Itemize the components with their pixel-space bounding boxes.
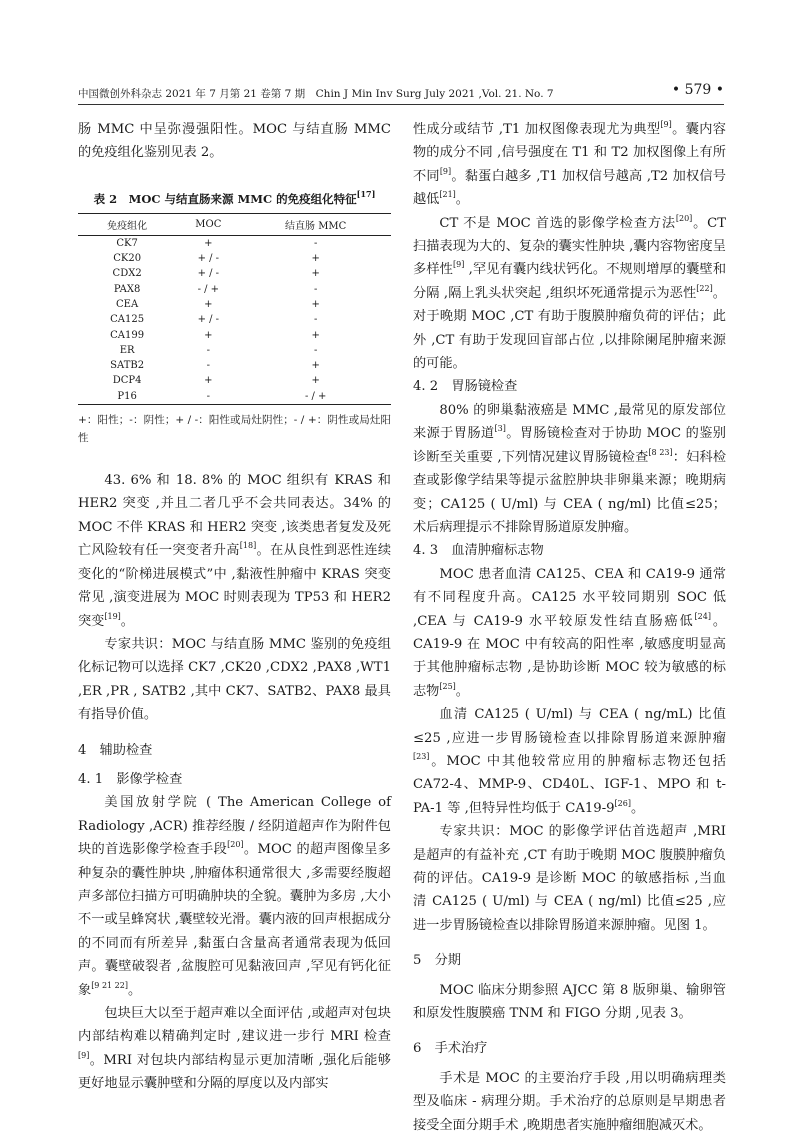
text-run: 。黏蛋白越多 ,T1 加权信号越高 ,T2 加权信号越低 — [413, 168, 726, 208]
table-row — [78, 251, 391, 266]
table-cell: + — [204, 237, 213, 249]
table-cell: CDX2 — [112, 268, 142, 280]
table-row — [78, 358, 391, 373]
paragraph-kras — [78, 469, 391, 633]
table-cell: + — [204, 375, 213, 387]
text-run: 性成分或结节 ,T1 加权图像表现尤为典型 — [413, 122, 661, 137]
subsection-heading-4-2: 4. 2 胃肠镜检查 — [413, 379, 518, 395]
text-run: 。MOC 的超声图像呈多种复杂的囊性肿块 ,肿瘤体积通常很大 ,多需要经腹超声多部位扫描方可明确肿块的全貌。囊肿为多房 ,大小不一或呈蜂窝状 ,囊壁较光滑。囊内液的回声根据成分的不同而有所差异 ,黏蛋白含量高者通常表现为低回声。囊壁破裂者 ,盆腹腔可见黏液回声 ,罕见有钙化征象 — [78, 842, 391, 998]
citation: [20] — [675, 213, 693, 223]
text-run: ,罕见有囊内线状钙化。不规则增厚的囊壁和分隔 ,隔上乳头状突起 ,组织坏死通常提示为恶性 — [413, 262, 727, 301]
journal-title: 中国微创外科杂志 2021 年 7 月第 21 卷第 7 期 Chin J Min Inv Surg July 2021 ,Vol. 21. No. 7 — [78, 88, 554, 100]
citation: [20] — [227, 840, 244, 850]
table-cell: CK20 — [113, 253, 142, 265]
citation: [9] — [439, 166, 452, 176]
table-cell: + — [311, 299, 320, 310]
table-row — [78, 282, 391, 297]
table-cell: + / - — [197, 268, 220, 280]
paragraph-ultrasound — [78, 791, 391, 1002]
citation: [17] — [356, 188, 376, 199]
table-row — [78, 297, 391, 312]
table-cell: SATB2 — [110, 360, 145, 372]
table-cell: P16 — [78, 389, 176, 405]
table-row — [78, 343, 391, 358]
table-cell: - — [206, 360, 210, 372]
subsection-heading-4-1: 4. 1 影像学检查 — [78, 771, 183, 787]
text-run: 。 — [455, 192, 469, 208]
text-run: 80% 的卵巢黏液癌是 MMC ,最常见的原发部位来源于胃肠道 — [413, 402, 726, 442]
page-header — [78, 82, 724, 105]
table-cell: + — [311, 268, 320, 280]
table-cell: + — [204, 329, 213, 341]
text-run: 。CA19-9 在 MOC 中有较高的阳性率 ,敏感度明显高于其他肿瘤标志物 ,是协助诊断 MOC 较为敏感的标志物 — [413, 613, 727, 699]
paragraph-intro: 肠 MMC 中呈弥漫强阳性。MOC 与结直肠 MMC 的免疫组化鉴别见表 2。 — [78, 122, 391, 161]
table-header-cell: 结直肠 MMC — [240, 213, 391, 235]
table-row — [78, 266, 391, 281]
table-cell: - — [313, 344, 318, 356]
paragraph-ratio — [413, 703, 726, 820]
table-cell: + — [311, 329, 320, 341]
ihc-table — [78, 213, 391, 405]
paragraph-endoscopy — [413, 399, 726, 539]
paragraph-expert-consensus: 专家共识：MOC 与结直肠 MMC 鉴别的免疫组化标记物可以选择 CK7 ,CK20 ,CDX2 ,PAX8 ,WT1 ,ER ,PR , SATB2 ,其中 CK7、SATB2、PAX8 最具有指导价值。 — [78, 636, 391, 723]
table-cell: - — [313, 237, 318, 249]
citation: [19] — [104, 611, 121, 621]
section-heading-4: 4 辅助检查 — [78, 742, 153, 758]
table-cell: + — [204, 299, 213, 310]
citation: [26] — [614, 798, 631, 808]
left-column — [78, 118, 391, 1096]
text-run: ：妇科检查或影像学结果等提示盆腔肿块非卵巢来源；晚期病变；CA125 ( U/ml) 与 CEA ( ng/ml) 比值≤25；术后病理提示不排除胃肠道原发肿瘤。 — [413, 449, 727, 535]
citation: [18] — [239, 541, 257, 551]
text-run: 。 — [630, 800, 645, 816]
table-cell: - — [313, 314, 318, 326]
citation: [22] — [696, 283, 713, 293]
section-heading-6: 6 手术治疗 — [413, 1041, 488, 1057]
text-run: 。 — [127, 982, 142, 998]
table-body — [78, 235, 391, 404]
paragraph-expert-consensus-2: 专家共识：MOC 的影像学评估首选超声 ,MRI 是超声的有益补充 ,CT 有助于晚期 MOC 腹膜肿瘤负荷的评估。CA19-9 是诊断 MOC 的敏感指标 ,当血清 CA125 ( U/ml) 与 CEA ( ng/ml) 比值≤25 ,应进一步胃肠镜检查以排除胃肠道来源肿瘤。见图 1。 — [413, 824, 726, 933]
table-row — [78, 328, 391, 343]
text-run: 血清 CA125 ( U/ml) 与 CEA ( ng/mL) 比值≤25 ,应进一步胃肠镜检查以排除胃肠道来源肿瘤 — [413, 707, 726, 746]
table-header-row — [78, 213, 391, 235]
table-cell: DCP4 — [112, 375, 142, 387]
paragraph-ct — [413, 212, 726, 376]
table-cell: - — [176, 389, 240, 405]
section-heading-5: 5 分期 — [413, 953, 461, 969]
table-header-cell: 免疫组化 — [78, 213, 176, 235]
text-run: 。囊内容物的成分不同 ,信号强度在 T1 和 T2 加权图像上有所不同 — [413, 122, 726, 184]
page-number: • 579 • — [671, 82, 724, 98]
citation: [9] — [452, 260, 465, 270]
table-row — [78, 312, 391, 327]
paragraph-serum-markers — [413, 563, 726, 703]
table-cell: CK7 — [116, 237, 138, 249]
citation: [3] — [494, 424, 506, 434]
table-cell: - / + — [240, 389, 391, 405]
table-row — [78, 373, 391, 388]
text-run: 包块巨大以至于超声难以全面评估 ,或超声对包块内部结构难以精确判定时 ,建议进一步行 MRI 检查 — [78, 1006, 391, 1045]
citation: [21] — [439, 190, 456, 200]
table-row — [78, 389, 391, 405]
citation: [23] — [413, 751, 430, 761]
table-cell: CA125 — [110, 314, 145, 326]
table-cell: ER — [119, 344, 135, 356]
text-run: 。MRI 对包块内部结构显示更加清晰 ,强化后能够更好地显示囊肿壁和分隔的厚度以及内部实 — [78, 1052, 391, 1092]
table-cell: CEA — [116, 299, 139, 310]
text-run: 。在从良性到恶性连续变化的“阶梯进展模式”中 ,黏液性肿瘤中 KRAS 突变常见 ,演变进展为 MOC 时则表现为 TP53 和 HER2 突变 — [78, 543, 392, 629]
citation: [9] — [78, 1050, 90, 1060]
text-run: 。 — [455, 683, 469, 699]
table-caption — [78, 188, 391, 207]
paragraph-staging: MOC 临床分期参照 AJCC 第 8 版卵巢、输卵管和原发性腹膜癌 TNM 和 FIGO 分期 ,见表 3。 — [413, 982, 726, 1022]
table-cell: PAX8 — [113, 283, 141, 295]
table-cell: + / - — [197, 253, 220, 265]
paragraph-mri-continued — [413, 118, 726, 212]
citation: [24] — [694, 611, 711, 621]
citation: [25] — [439, 681, 456, 691]
table-cell: + — [311, 253, 320, 265]
text-run: 。 — [120, 613, 134, 629]
subsection-heading-4-3: 4. 3 血清肿瘤标志物 — [413, 543, 544, 559]
table-cell: + / - — [197, 314, 220, 326]
citation: [9] — [660, 120, 672, 129]
text-run: 美国放射学院 ( The American College of Radiology ,ACR) 推荐经腹 / 经阴道超声作为附件包块的首选影像学检查手段 — [78, 795, 391, 858]
text-run: 。胃肠镜检查对于协助 MOC 的鉴别诊断至关重要 ,下列情况建议胃肠镜检查 — [413, 426, 726, 465]
table-header-cell: MOC — [176, 213, 240, 235]
text-run: CT 不是 MOC 首选的影像学检查方法 — [439, 215, 676, 231]
table-cell: - — [206, 344, 210, 356]
right-column — [413, 118, 726, 1137]
table-cell: - / + — [197, 283, 220, 295]
table-cell: + — [311, 375, 320, 387]
table-cell: + — [311, 360, 320, 372]
text-run: 43. 6% 和 18. 8% 的 MOC 组织有 KRAS 和 HER2 突变 ,并且二者几乎不会共同表达。34% 的 MOC 不伴 KRAS 和 HER2 突变 ,该类患者复发及死亡风险较有任一突变者升高 — [78, 473, 391, 559]
text-run: 。CT 扫描表现为大的、复杂的囊实性肿块 ,囊内容物密度呈多样性 — [413, 215, 727, 278]
table-cell: CA199 — [110, 329, 145, 341]
citation: [8 23] — [648, 447, 673, 457]
paragraph-mri — [78, 1002, 391, 1096]
citation: [9 21 22] — [91, 980, 128, 990]
text-run: 。MOC 中其他较常应用的肿瘤标志物还包括 CA72-4、MMP-9、CD40L、IGF-1、MPO 和 t-PA-1 等 ,但特异性均低于 CA19-9 — [413, 753, 726, 816]
table-row — [78, 235, 391, 251]
table-note: +：阳性；-：阴性；+ / -：阳性或局灶阴性；- / +：阴性或局灶阳性 — [78, 414, 391, 445]
text-run: 。对于晚期 MOC ,CT 有助于腹膜肿瘤负荷的评估；此外 ,CT 有助于发现回盲部占位 ,以排除阑尾肿瘤来源的可能。 — [413, 285, 726, 372]
paragraph-surgery: 手术是 MOC 的主要治疗手段 ,用以明确病理类型及临床 - 病理分期。手术治疗的总原则是早期患者接受全面分期手术 ,晚期患者实施肿瘤细胞减灭术。 — [413, 1070, 726, 1133]
table-cell: - — [313, 283, 318, 295]
table-caption-text: 表 2 MOC 与结直肠来源 MMC 的免疫组化特征 — [93, 191, 357, 206]
text-run: MOC 患者血清 CA125、CEA 和 CA19-9 通常有不同程度升高。CA125 水平较同期别 SOC 低 ,CEA 与 CA19-9 水平较原发性结直肠癌低 — [413, 566, 726, 629]
